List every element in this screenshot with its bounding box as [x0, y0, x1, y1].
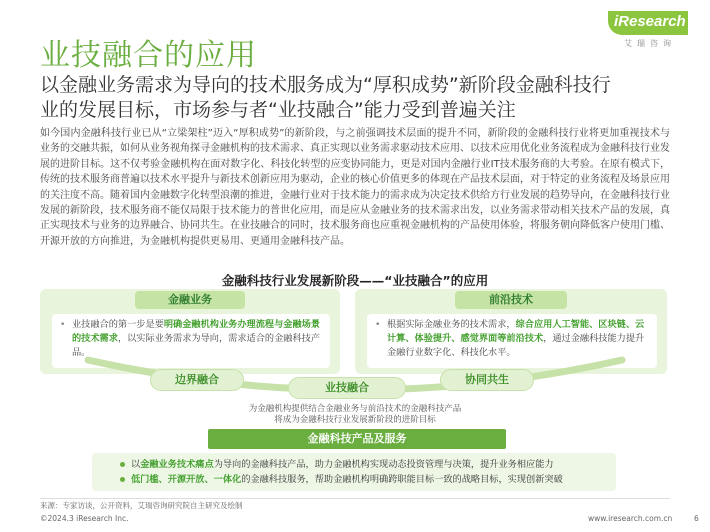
body-paragraph: 如今国内金融科技行业已从“立梁架柱”迈入“厚积成势”的新阶段，与之前强调技术层面的提升不同，新阶段的金融科技行业将更加重视技术与业务的交融共振，如何从业务视角探寻金融机构的技术需求、真正实现以业务需求驱动技术应用、以技术应用优化业务流程成为金融科技行业发展的进阶目标。这不仅考验金融机构在面对数字化、科技化转型的应变协同能力，更是对国内金融行业IT技术服务商的大考验。在原有模式下，传统的技术服务商普遍以技术水平提升与新技术创新应用为驱动，企业的核心价值更多的体现在产品技术层面，对于特定的业务流程及场景应用的关注度不高。随着国内金融数字化转型浪潮的推进，金融行业对于技术能力的需求成为决定技术供给方行业发展的趋势导向，在金融科技行业发展的新阶段，技术服务商不能仅局限于技术能力的普世化应用，而是应从金融业务的技术需求出发，以业务需求带动相关技术产品的发展，真正实现技术与业务的边界融合、协同共生。在业技融合的同时，技术服务商也应重视金融机构的产品使用体验，将服务朝向降低客户使用门槛、开源开放的方向推进，为金融机构提供更易用、更通用金融科技产品。 [40, 128, 670, 247]
bullet-icon: • [60, 319, 66, 330]
bullet-icon: • [375, 319, 381, 330]
website-link[interactable]: www.iresearch.com.cn [588, 514, 673, 523]
business-highlight: 明确金融机构业务办理流程与金融场景的技术需求 [72, 319, 321, 344]
copyright: ©2024.3 iResearch Inc. [40, 514, 129, 523]
logo-subtitle: 艾瑞咨询 [624, 39, 676, 48]
diagram-caption-1: 为金融机构提供结合金融业务与前沿技术的金融科技产品 [248, 404, 462, 414]
benefit-line-2: 低门槛、开源开放、一体化的金融科技服务，帮助金融机构明确跨职能目标一致的战略目标，实现创新突破 [120, 471, 563, 485]
benefit-2-highlight: 低门槛、开源开放、一体化 [131, 474, 242, 485]
page-number: 6 [694, 514, 699, 523]
border-fusion-pill: 边界融合 [150, 369, 244, 391]
page-title: 业技融合的应用 [40, 38, 257, 73]
technology-highlight: 综合应用人工智能、区块链、云计算、体验提升、感觉界面等前沿技术 [387, 319, 645, 344]
headline-line-1: 以金融业务需求为导向的技术服务成为“厚积成势”新阶段金融科技行 [40, 74, 611, 96]
source-note: 来源：专家访谈，公开资料，艾瑞咨询研究院自主研究及绘制 [40, 501, 243, 510]
footer-divider [40, 498, 670, 499]
logo-text: iResearch [614, 13, 686, 30]
diagram-title: 金融科技行业发展新阶段——“业技融合”的应用 [221, 273, 489, 288]
technology-panel-body: • 根据实际金融业务的技术需求，综合应用人工智能、区块链、云计算、体验提升、感觉界面等前沿技术，通过金融科技能力提升金融行业数字化、科技化水平。 [367, 314, 657, 368]
product-service-bar: 金融科技产品及服务 [208, 429, 506, 449]
synergy-pill: 协同共生 [440, 369, 534, 391]
benefit-line-1: 以金融业务技术痛点为导向的金融科技产品，助力金融机构实现动态投资管理与决策，提升业务相应能力 [120, 456, 554, 470]
technology-panel-title: 前沿技术 [489, 293, 533, 306]
headline-line-2: 业的发展目标，市场参与者“业技融合”能力受到普遍关注 [40, 99, 516, 121]
bullet-dot-icon [120, 462, 125, 467]
benefit-1-highlight: 金融业务技术痛点 [140, 459, 214, 470]
business-panel-title: 金融业务 [168, 293, 212, 306]
business-panel-body: • 业技融合的第一步是要明确金融机构业务办理流程与金融场景的技术需求，以实际业务需求为导向，需求适合的金融科技产品。 [52, 314, 330, 368]
business-tech-fusion-pill: 业技融合 [288, 377, 406, 399]
bullet-dot-icon [120, 477, 125, 482]
diagram-caption-2: 将成为金融科技行业发展新阶段的进阶目标 [274, 415, 436, 425]
